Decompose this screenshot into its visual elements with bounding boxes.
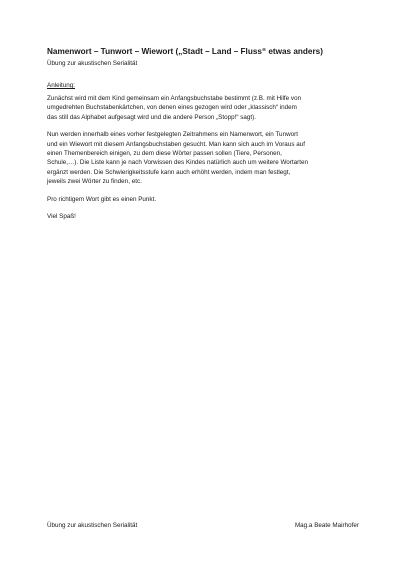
paragraph-rules — [47, 130, 359, 186]
paragraph-line: einen Themenbereich einigen, zu dem diese Wörter passen sollen (Tiere, Personen, — [47, 150, 282, 158]
paragraph-line: Zunächst wird mit dem Kind gemeinsam ein Anfangsbuchstabe bestimmt (z.B. mit Hilfe von — [47, 95, 302, 102]
paragraph-line: jeweils zwei Wörter zu finden, etc. — [47, 178, 142, 186]
paragraph-line: Pro richtigem Wort gibt es einen Punkt. — [47, 195, 157, 203]
paragraph-line: ergänzt werden. Die Schwierigkeitsstufe kann auch erhöht werden, indem man festlegt, — [47, 168, 291, 176]
paragraph-line: Schule,…). Die Liste kann je nach Vorwissen des Kindes natürlich auch um weitere Wortarten — [47, 159, 308, 167]
paragraph-line: umgedrehten Buchstabenkärtchen, von denen eines gezogen wird oder „klassisch“ indem — [47, 104, 297, 112]
page-footer — [47, 522, 359, 530]
paragraph-scoring — [47, 195, 359, 204]
document-title: Namenwort – Tunwort – Wiewort („Stadt – Land – Fluss“ etwas anders) — [47, 47, 323, 56]
paragraph-line: und ein Wiewort mit diesem Anfangsbuchstaben gesucht. Man kann sich auch im Voraus auf — [47, 140, 305, 148]
paragraph-line: Viel Spaß! — [47, 213, 76, 221]
instructions-heading: Anleitung: — [47, 82, 76, 89]
document-subtitle: Übung zur akustischen Serialität — [47, 60, 138, 67]
paragraph-intro — [47, 94, 359, 122]
footer-left-text: Übung zur akustischen Serialität — [47, 522, 138, 529]
paragraph-closing — [47, 212, 359, 221]
paragraph-line: das still das Alphabet aufgesagt wird und die andere Person „Stopp!“ sagt). — [47, 113, 256, 121]
document-content — [47, 47, 359, 229]
footer-author: Mag.a Beate Mairhofer — [294, 522, 359, 529]
paragraph-line: Nun werden innerhalb eines vorher festgelegten Zeitrahmens ein Namenwort, ein Tunwort — [47, 131, 298, 139]
